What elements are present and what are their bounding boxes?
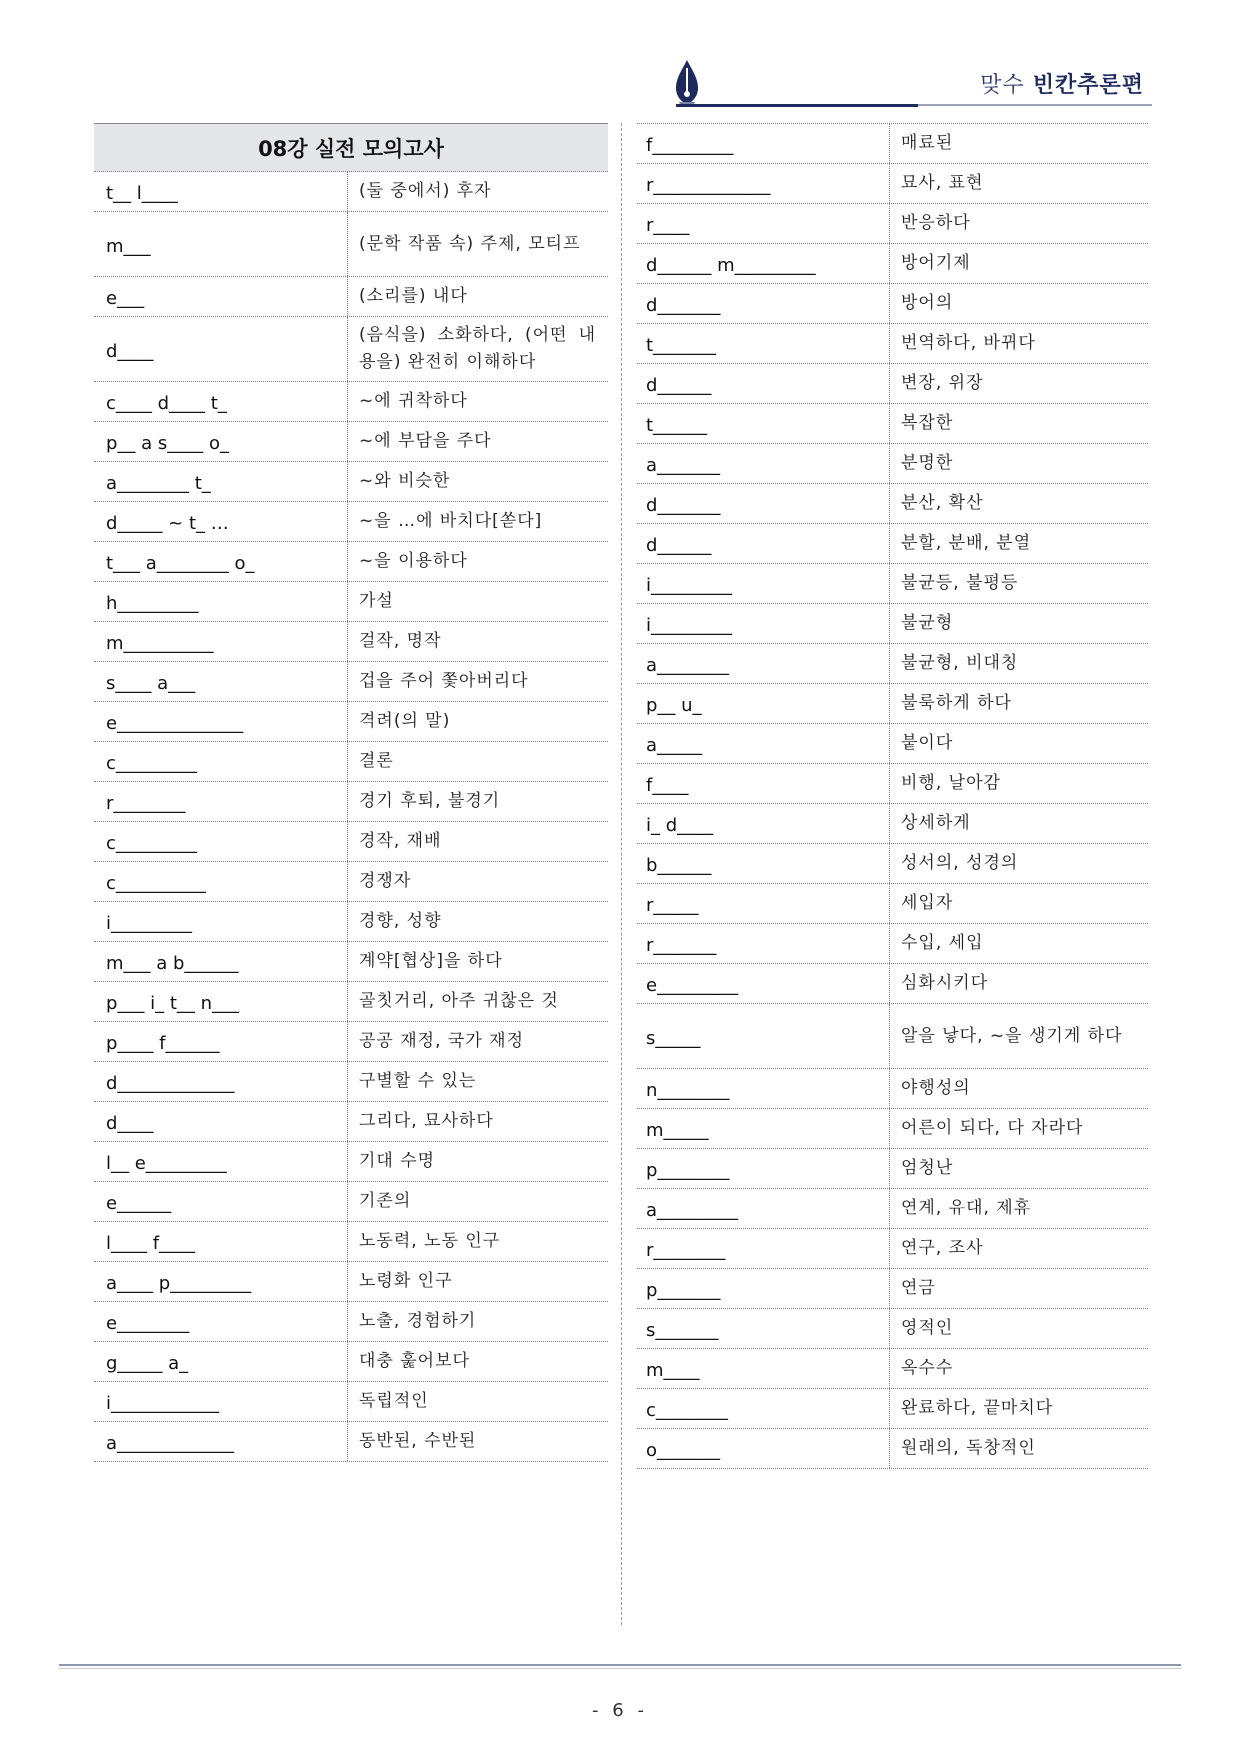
vocab-row xyxy=(94,582,608,622)
vocab-meaning: 완료하다, 끝마치다 xyxy=(901,1398,1054,1418)
vocab-meaning: 불룩하게 하다 xyxy=(901,693,1012,713)
vocab-meaning: 불균등, 불평등 xyxy=(901,573,1019,593)
vocab-meaning: 걸작, 명작 xyxy=(359,631,442,651)
vocab-term: r_____ xyxy=(637,884,890,923)
vocab-term: s_____ xyxy=(637,1004,890,1068)
vocab-meaning: 결론 xyxy=(359,751,394,771)
vocab-meaning: 원래의, 독창적인 xyxy=(901,1438,1036,1458)
vocab-row xyxy=(94,902,608,942)
vocab-term: f_________ xyxy=(637,124,890,163)
vocab-term: f____ xyxy=(637,764,890,803)
vocab-row xyxy=(94,982,608,1022)
vocab-meaning: 노동력, 노동 인구 xyxy=(359,1231,501,1251)
vocab-row xyxy=(94,1142,608,1182)
header-title-bold: 빈칸추론편 xyxy=(1032,73,1144,98)
vocab-row xyxy=(94,1422,608,1462)
vocab-row xyxy=(637,1389,1148,1429)
vocab-row xyxy=(637,1189,1148,1229)
vocab-term: d_______ xyxy=(637,284,890,323)
vocab-meaning: 경기 후퇴, 불경기 xyxy=(359,791,501,811)
vocab-term: c__________ xyxy=(94,862,348,901)
vocab-row xyxy=(94,1062,608,1102)
vocab-row xyxy=(94,1182,608,1222)
vocab-term: c_________ xyxy=(94,742,348,781)
vocab-term: r________ xyxy=(94,782,348,821)
vocab-term: r_______ xyxy=(637,924,890,963)
vocab-meaning: 엄청난 xyxy=(901,1158,954,1178)
vocab-row xyxy=(94,702,608,742)
vocab-row xyxy=(637,1349,1148,1389)
vocab-row xyxy=(637,1149,1148,1189)
footer-rule xyxy=(59,1664,1181,1666)
vocab-row xyxy=(637,284,1148,324)
vocab-term: d______ m_________ xyxy=(637,244,890,283)
vocab-term: b______ xyxy=(637,844,890,883)
vocab-term: m___ xyxy=(94,212,348,276)
vocab-term: r____ xyxy=(637,204,890,243)
vocab-row xyxy=(637,404,1148,444)
vocab-meaning: 분산, 확산 xyxy=(901,493,984,513)
vocab-term: d____ xyxy=(94,317,348,381)
vocab-meaning: 가설 xyxy=(359,591,394,611)
vocab-row xyxy=(637,964,1148,1004)
vocab-rows-left xyxy=(94,172,608,1462)
vocab-row xyxy=(637,1429,1148,1469)
vocab-row xyxy=(637,1229,1148,1269)
vocab-row xyxy=(94,1342,608,1382)
vocab-meaning: 공공 재정, 국가 재정 xyxy=(359,1031,524,1051)
vocab-meaning: 동반된, 수반된 xyxy=(359,1431,477,1451)
vocab-meaning: 성서의, 성경의 xyxy=(901,853,1019,873)
vocab-meaning: (둘 중에서) 후자 xyxy=(359,181,492,201)
vocab-row xyxy=(637,1004,1148,1069)
vocab-meaning: ~을 …에 바치다[쏟다] xyxy=(359,511,543,531)
vocab-term: a________ xyxy=(637,644,890,683)
vocab-meaning: 방어기제 xyxy=(901,253,971,273)
vocab-meaning: 붙이다 xyxy=(901,733,954,753)
vocab-row xyxy=(637,524,1148,564)
vocab-row xyxy=(94,742,608,782)
vocab-meaning: ~을 이용하다 xyxy=(359,551,468,571)
vocab-term: h_________ xyxy=(94,582,348,621)
vocab-meaning: 분명한 xyxy=(901,453,954,473)
vocab-term: l__ e_________ xyxy=(94,1142,348,1181)
vocab-term: i_________ xyxy=(637,564,890,603)
vocab-term: s_______ xyxy=(637,1309,890,1348)
vocab-row xyxy=(637,123,1148,164)
vocab-term: e______ xyxy=(94,1182,348,1221)
vocab-rows-right xyxy=(637,123,1148,1469)
page-header xyxy=(670,54,1156,110)
vocab-term: r_____________ xyxy=(637,164,890,203)
vocab-row xyxy=(637,884,1148,924)
vocab-term: a_________ xyxy=(637,1189,890,1228)
header-title xyxy=(980,68,1144,99)
vocab-term: p___ i_ t__ n___ xyxy=(94,982,348,1021)
vocab-term: c_________ xyxy=(94,822,348,861)
vocab-term: g_____ a_ xyxy=(94,1342,348,1381)
vocab-row xyxy=(637,844,1148,884)
vocab-term: d_______ xyxy=(637,484,890,523)
vocab-term: i_________ xyxy=(94,902,348,941)
vocab-row xyxy=(637,164,1148,204)
vocab-meaning: 겁을 주어 쫓아버리다 xyxy=(359,671,529,691)
vocab-row xyxy=(94,172,608,212)
vocab-meaning: 방어의 xyxy=(901,293,954,313)
vocab-meaning: 구별할 수 있는 xyxy=(359,1071,477,1091)
vocab-term: a________ t_ xyxy=(94,462,348,501)
vocab-term: e________ xyxy=(94,1302,348,1341)
vocab-meaning: 상세하게 xyxy=(901,813,971,833)
vocab-row xyxy=(94,317,608,382)
vocab-term: m____ xyxy=(637,1349,890,1388)
vocab-row xyxy=(94,542,608,582)
vocab-meaning: 연금 xyxy=(901,1278,936,1298)
vocab-meaning: 대충 훑어보다 xyxy=(359,1351,470,1371)
vocab-row xyxy=(94,822,608,862)
vocab-term: m___ a b______ xyxy=(94,942,348,981)
header-title-prefix: 맞수 xyxy=(980,73,1025,98)
vocab-row xyxy=(637,1109,1148,1149)
vocab-meaning: (음식을) 소화하다, (어떤 내용을) 완전히 이해하다 xyxy=(359,325,596,372)
vocab-row xyxy=(637,1069,1148,1109)
vocab-term: p__ u_ xyxy=(637,684,890,723)
vocab-meaning: 옥수수 xyxy=(901,1358,954,1378)
vocab-meaning: (소리를) 내다 xyxy=(359,286,468,306)
footer-rule-light xyxy=(59,1668,1181,1669)
vocab-row xyxy=(94,1022,608,1062)
column-divider xyxy=(621,123,622,1625)
vocab-meaning: 매료된 xyxy=(901,133,954,153)
vocab-term: e_________ xyxy=(637,964,890,1003)
vocab-term: e______________ xyxy=(94,702,348,741)
vocab-table-right xyxy=(637,123,1148,1469)
vocab-row xyxy=(637,364,1148,404)
vocab-term: t__ l____ xyxy=(94,172,348,211)
vocab-term: d______ xyxy=(637,364,890,403)
vocab-meaning: 격려(의 말) xyxy=(359,711,451,731)
vocab-meaning: 묘사, 표현 xyxy=(901,173,984,193)
vocab-term: t______ xyxy=(637,404,890,443)
vocab-term: c____ d____ t_ xyxy=(94,382,348,421)
vocab-meaning: 번역하다, 바뀌다 xyxy=(901,333,1036,353)
vocab-row xyxy=(94,782,608,822)
vocab-term: t_______ xyxy=(637,324,890,363)
vocab-table-left xyxy=(94,123,608,1462)
vocab-term: o_______ xyxy=(637,1429,890,1468)
vocab-term: e___ xyxy=(94,277,348,316)
vocab-term: d____ xyxy=(94,1102,348,1141)
vocab-meaning: 알을 낳다, ~을 생기게 하다 xyxy=(901,1025,1123,1046)
vocab-term: d_____________ xyxy=(94,1062,348,1101)
vocab-meaning: 반응하다 xyxy=(901,213,971,233)
vocab-term: l____ f____ xyxy=(94,1222,348,1261)
vocab-row xyxy=(94,662,608,702)
vocab-row xyxy=(94,862,608,902)
vocab-row xyxy=(94,1102,608,1142)
vocab-meaning: 독립적인 xyxy=(359,1391,429,1411)
vocab-term: d______ xyxy=(637,524,890,563)
vocab-row xyxy=(94,1302,608,1342)
vocab-row xyxy=(94,212,608,277)
vocab-meaning: 경작, 재배 xyxy=(359,831,442,851)
vocab-term: p____ f______ xyxy=(94,1022,348,1061)
vocab-row xyxy=(94,622,608,662)
vocab-term: r________ xyxy=(637,1229,890,1268)
vocab-meaning: 노령화 인구 xyxy=(359,1271,453,1291)
vocab-meaning: 야행성의 xyxy=(901,1078,971,1098)
header-rule-accent xyxy=(676,104,918,107)
vocab-term: i____________ xyxy=(94,1382,348,1421)
vocab-meaning: ~에 부담을 주다 xyxy=(359,431,492,451)
vocab-term: d_____ ~ t_ … xyxy=(94,502,348,541)
vocab-meaning: 영적인 xyxy=(901,1318,954,1338)
vocab-row xyxy=(637,244,1148,284)
vocab-term: n________ xyxy=(637,1069,890,1108)
vocab-row xyxy=(94,277,608,317)
vocab-row xyxy=(637,804,1148,844)
vocab-term: m_____ xyxy=(637,1109,890,1148)
vocab-row xyxy=(637,204,1148,244)
vocab-row xyxy=(637,724,1148,764)
vocab-term: a_____________ xyxy=(94,1422,348,1461)
vocab-meaning: 경쟁자 xyxy=(359,871,412,891)
vocab-meaning: 그리다, 묘사하다 xyxy=(359,1111,494,1131)
vocab-term: s____ a___ xyxy=(94,662,348,701)
vocab-row xyxy=(94,1222,608,1262)
vocab-meaning: 골칫거리, 아주 귀찮은 것 xyxy=(359,991,559,1011)
vocab-term: p__ a s____ o_ xyxy=(94,422,348,461)
vocab-meaning: 계약[협상]을 하다 xyxy=(359,951,503,971)
vocab-meaning: 심화시키다 xyxy=(901,973,989,993)
vocab-row xyxy=(637,764,1148,804)
vocab-meaning: 분할, 분배, 분열 xyxy=(901,533,1032,553)
vocab-row xyxy=(94,462,608,502)
vocab-row xyxy=(94,1382,608,1422)
vocab-meaning: 불균형 xyxy=(901,613,954,633)
vocab-term: a_____ xyxy=(637,724,890,763)
vocab-row xyxy=(637,324,1148,364)
vocab-meaning: 수입, 세입 xyxy=(901,933,984,953)
vocab-meaning: 연계, 유대, 제휴 xyxy=(901,1198,1032,1218)
vocab-row xyxy=(637,684,1148,724)
section-title: 08강 실전 모의고사 xyxy=(94,123,608,172)
vocab-meaning: 연구, 조사 xyxy=(901,1238,984,1258)
vocab-meaning: 비행, 날아감 xyxy=(901,773,1001,793)
vocab-meaning: 경향, 성향 xyxy=(359,911,442,931)
vocab-meaning: 세입자 xyxy=(901,893,954,913)
fountain-pen-icon xyxy=(670,58,704,110)
vocab-meaning: ~와 비슷한 xyxy=(359,471,451,491)
vocab-row xyxy=(637,1269,1148,1309)
vocab-row xyxy=(94,942,608,982)
vocab-row xyxy=(94,422,608,462)
vocab-term: p________ xyxy=(637,1149,890,1188)
vocab-row xyxy=(94,382,608,422)
page-number: - 6 - xyxy=(592,1700,648,1721)
vocab-term: t___ a________ o_ xyxy=(94,542,348,581)
vocab-meaning: 기존의 xyxy=(359,1191,412,1211)
vocab-row xyxy=(94,1262,608,1302)
vocab-row xyxy=(637,564,1148,604)
vocab-meaning: ~에 귀착하다 xyxy=(359,391,468,411)
vocab-row xyxy=(637,924,1148,964)
vocab-row xyxy=(637,1309,1148,1349)
vocab-meaning: 어른이 되다, 다 자라다 xyxy=(901,1118,1084,1138)
vocab-meaning: 불균형, 비대칭 xyxy=(901,653,1019,673)
vocab-row xyxy=(637,644,1148,684)
vocab-term: a____ p_________ xyxy=(94,1262,348,1301)
vocab-row xyxy=(637,484,1148,524)
vocab-meaning: 변장, 위장 xyxy=(901,373,984,393)
vocab-row xyxy=(637,444,1148,484)
vocab-term: a_______ xyxy=(637,444,890,483)
vocab-row xyxy=(637,604,1148,644)
vocab-meaning: (문학 작품 속) 주제, 모티프 xyxy=(359,233,581,254)
vocab-term: i_________ xyxy=(637,604,890,643)
vocab-meaning: 노출, 경험하기 xyxy=(359,1311,477,1331)
vocab-term: c________ xyxy=(637,1389,890,1428)
vocab-term: m__________ xyxy=(94,622,348,661)
vocab-term: i_ d____ xyxy=(637,804,890,843)
vocab-row xyxy=(94,502,608,542)
vocab-term: p_______ xyxy=(637,1269,890,1308)
vocab-meaning: 기대 수명 xyxy=(359,1151,436,1171)
vocab-meaning: 복잡한 xyxy=(901,413,954,433)
